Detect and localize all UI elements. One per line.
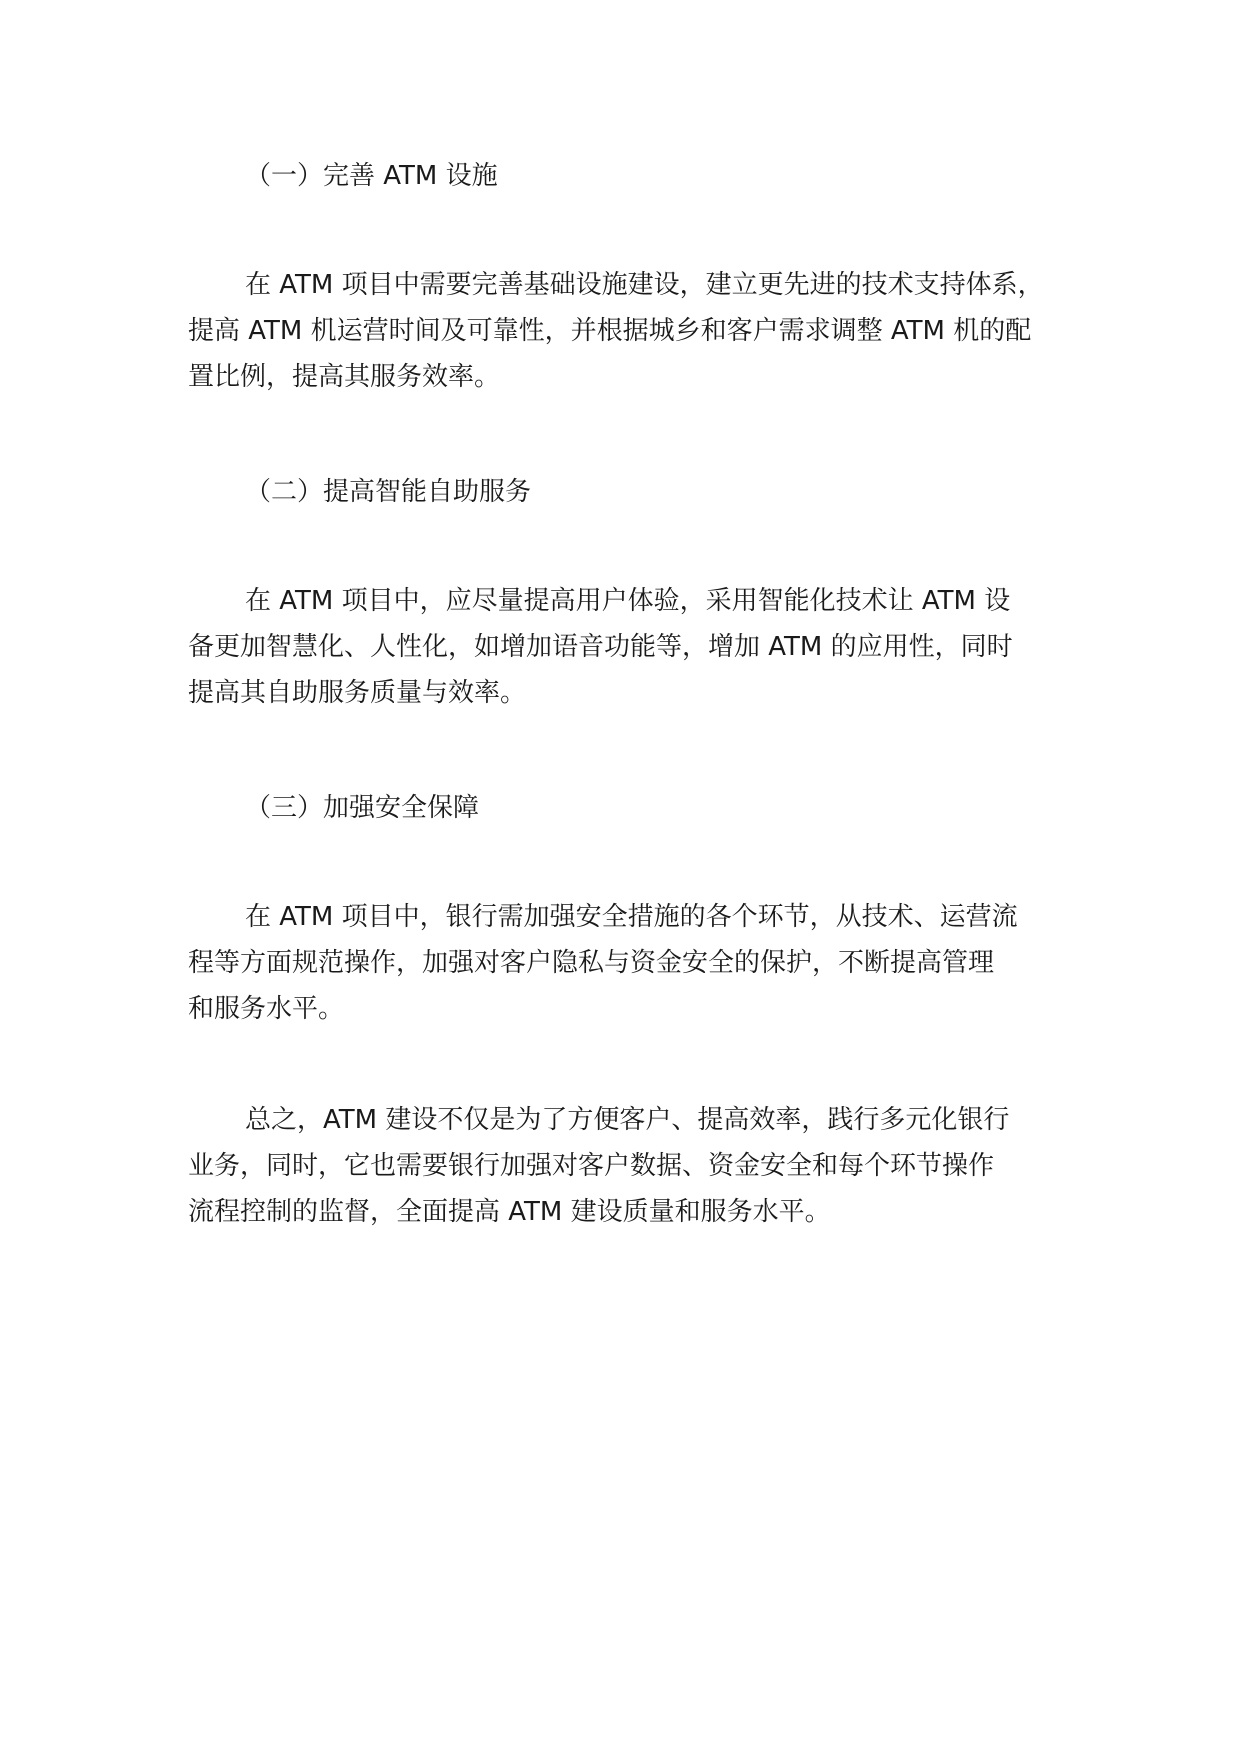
- paragraph-line: 在 ATM 项目中，应尽量提高用户体验，采用智能化技术让 ATM 设: [245, 586, 1011, 616]
- section-1-paragraph: [188, 262, 1188, 400]
- section-1-heading: （一）完善 ATM 设施: [245, 161, 498, 191]
- paragraph-line: 程等方面规范操作，加强对客户隐私与资金安全的保护，不断提高管理: [188, 948, 995, 978]
- paragraph-line: 置比例，提高其服务效率。: [188, 362, 501, 392]
- section-3-heading: （三）加强安全保障: [245, 793, 480, 823]
- paragraph-line: 提高其自助服务质量与效率。: [188, 678, 527, 708]
- paragraph-line: 总之，ATM 建设不仅是为了方便客户、提高效率，践行多元化银行: [245, 1105, 1010, 1135]
- paragraph-line: 和服务水平。: [188, 994, 345, 1024]
- paragraph-line: 流程控制的监督，全面提高 ATM 建设质量和服务水平。: [188, 1197, 831, 1227]
- paragraph-line: 业务，同时，它也需要银行加强对客户数据、资金安全和每个环节操作: [188, 1151, 995, 1181]
- paragraph-line: 在 ATM 项目中，银行需加强安全措施的各个环节，从技术、运营流: [245, 902, 1018, 932]
- paragraph-line: 备更加智慧化、人性化，如增加语音功能等，增加 ATM 的应用性，同时: [188, 632, 1013, 662]
- conclusion-paragraph: [188, 1097, 1188, 1235]
- paragraph-line: 在 ATM 项目中需要完善基础设施建设，建立更先进的技术支持体系，: [245, 270, 1044, 300]
- paragraph-line: 提高 ATM 机运营时间及可靠性，并根据城乡和客户需求调整 ATM 机的配: [188, 316, 1032, 346]
- section-3-paragraph: [188, 894, 1188, 1032]
- section-2-heading: （二）提高智能自助服务: [245, 477, 532, 507]
- section-2-paragraph: [188, 578, 1188, 716]
